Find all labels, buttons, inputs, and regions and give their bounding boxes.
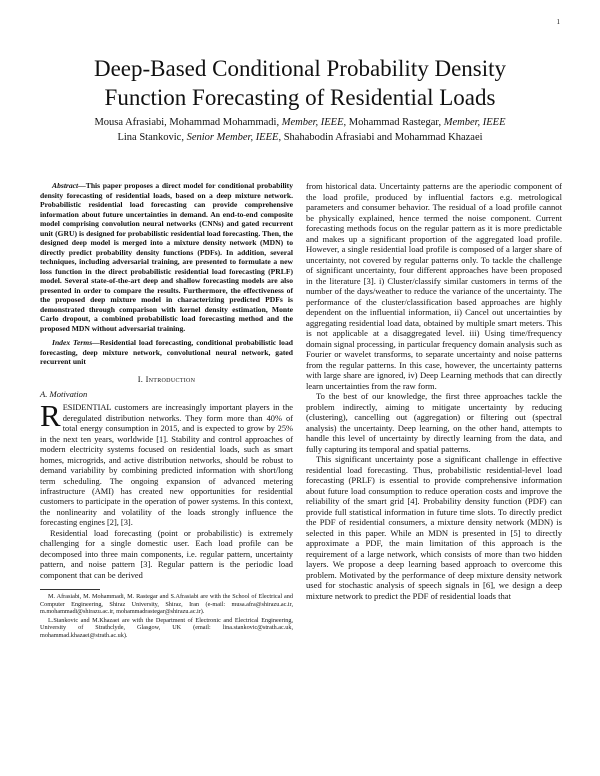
title-line-1: Deep-Based Conditional Probability Density bbox=[93, 56, 507, 81]
paragraph: from historical data. Uncertainty patterns are the aperiodic component of the load profile, produced by influential factors e.g. metrological parameters and consumer behavior. The residual of a load profile cannot be physically explained, hence termed the noise component. Current forecasting methods focus on the regular pattern as it is more predictable and makes up a significant proportion of the aggregated load profile. However, a single residential load profile is composed of a larger share of uncertainty, not covered by regular patterns only. To tackle the challenge of significant uncertainty, four different approaches have been proposed in the literature [3]. i) Cluster/classify similar customers in terms of the number of the days/weather to reduce the variance of the uncertainty. The performance of the cluster/classification based approaches are highly dependent on the influential information, ii) Cancel out uncertainties by aggregating residential load data, obtained by multiple smart meters. This is not applicable at a disaggregated level. iii) Using time/frequency domain signal processing, in particular frequency domain analysis such as Fourier or wavelet transforms, to separate uncertainty and noise patterns from the regular patterns. In this case, however, the uncertainty patterns with large share are ignored, iv) Deep Learning methods that can directly learn uncertainties from the raw form. bbox=[306, 181, 562, 391]
author-membership: Member, IEEE bbox=[443, 117, 506, 128]
footnote: M. Afrasiabi, M. Mohammadi, M. Rastegar and S.Afrasiabi are with the School of Electrical and Computer Engineering, Shiraz University, Shiraz, Iran (e-mail: musa.afra@shirazu.ac.ir, m.mohammadi@shirazu.ac.ir, mohammadrastegar@shirazu.ac.ir). bbox=[40, 593, 293, 616]
drop-cap: R bbox=[40, 398, 61, 434]
abstract-label: Abstract bbox=[52, 181, 79, 190]
abstract-text: —This paper proposes a direct model for conditional probability density forecasting of residential loads, based on a deep mixture network. Probabilistic residential load forecasting can provide comprehensive information about future uncertainties in demand. An end-to-end composite model comprising convolution neural networks (CNNs) and gated recurrent unit (GRU) is designed for probabilistic residential load forecasting. Then, the designed deep model is merged into a mixture density network (MDN) to directly predict probability density functions (PDFs). In addition, several techniques, including adversarial training, are presented to formulate a new loss function in the direct probabilistic residential load forecasting (PRLF) model. Several state-of-the-art deep and shallow forecasting models are also presented in order to compare the results. Furthermore, the effectiveness of the proposed deep mixture model in characterizing predicted PDFs is demonstrated through comparison with kernel density estimation, Monte Carlo dropout, a combined probabilistic load forecasting method and the proposed MDN without adversarial training. bbox=[40, 181, 293, 333]
footnote-divider bbox=[40, 589, 100, 590]
right-column bbox=[306, 181, 562, 601]
abstract bbox=[40, 181, 293, 333]
page-number: 1 bbox=[556, 18, 560, 26]
index-terms-text: —Residential load forecasting, conditional probabilistic load forecasting, deep mixture network, convolutional neural network, gated recurrent unit bbox=[40, 338, 293, 366]
paragraph: This significant uncertainty pose a significant challenge in effective residential load forecasting. Thus, probabilistic residential-level load forecasting (PRLF) is essential to provide comprehensive information about future load consumption to reduce operation costs and improve the reliability of the smart grid [4]. Probability density function (PDF) can provide full statistical information in future time slots. To directly predict the PDF of residential consumers, a mixture density network (MDN) is selected in this paper. While an MDN is presented in [5] to directly approximate a PDF, the main limitation of this approach is the requirement of a large network, which consists of more than two hidden layers. We propose a deep learning based approach to overcome this problem. Motivated by the performance of deep mixture density network used for stochastic analysis of speech signals in [6], we design a deep mixture network to predict the PDF of residential loads that bbox=[306, 454, 562, 601]
title-line-2: Function Forecasting of Residential Loads bbox=[104, 85, 496, 110]
paragraph-text: ESIDENTIAL customers are increasingly important players in the deregulated distribution networks. They form more than 40% of total energy consumption in 2015, and is expected to grow by 25% in the next ten years, worldwide [1]. Stability and control approaches of modern electricity systems focused on residential loads, such as smart homes, microgrids, and active distribution networks, should be robust to demand variability by combining predicted information with short/long term scheduling. The ongoing expansion of advanced metering infrastructure (AMI) has created new opportunities for residential customers to participate in the operation of power systems. In this context, the nonlinearity and volatility of the loads strongly influence the forecasting engines [2], [3]. bbox=[40, 403, 293, 528]
author-membership: Member, IEEE bbox=[281, 117, 344, 128]
author-names: Mousa Afrasiabi, Mohammad Mohammadi, bbox=[94, 117, 282, 128]
author-names: , Shahabodin Afrasiabi and Mohammad Khazaei bbox=[278, 132, 483, 143]
author-list bbox=[40, 115, 560, 145]
author-membership: Senior Member, IEEE bbox=[186, 132, 279, 143]
left-column bbox=[40, 181, 293, 640]
paper-title bbox=[40, 54, 560, 112]
paragraph: To the best of our knowledge, the first three approaches tackle the problem indirectly, aiming to mitigate uncertainty by reducing (clustering), cancelling out (aggregation) or filtering out (spectral analysis) the uncertainty. Deep learning, on the other hand, attempts to handle this level of uncertainty by directly learning from the data, and fully capturing its temporal and spatial patterns. bbox=[306, 391, 562, 454]
paragraph: Residential load forecasting (point or probabilistic) is extremely challenging for a single domestic user. Each load profile can be decomposed into three main components, i.e. regular pattern, uncertainty pattern, and noise pattern [3]. Regular pattern is the periodic load component that can be derived bbox=[40, 528, 293, 580]
index-terms-label: Index Terms bbox=[52, 338, 93, 347]
section-heading: I. Introduction bbox=[137, 374, 196, 384]
footnote: L.Stankovic and M.Khazaei are with the Department of Electronic and Electrical Engineering, University of Strathclyde, Glasgow, UK (email: lina.stankovic@strath.ac.uk, mohammad.khazaei@strath.ac.uk). bbox=[40, 616, 293, 639]
index-terms bbox=[40, 338, 293, 367]
author-names: , Mohammad Rastegar, bbox=[343, 117, 444, 128]
subsection-heading: A. Motivation bbox=[40, 388, 88, 399]
author-names: Lina Stankovic, bbox=[117, 132, 187, 143]
paragraph bbox=[40, 398, 293, 528]
